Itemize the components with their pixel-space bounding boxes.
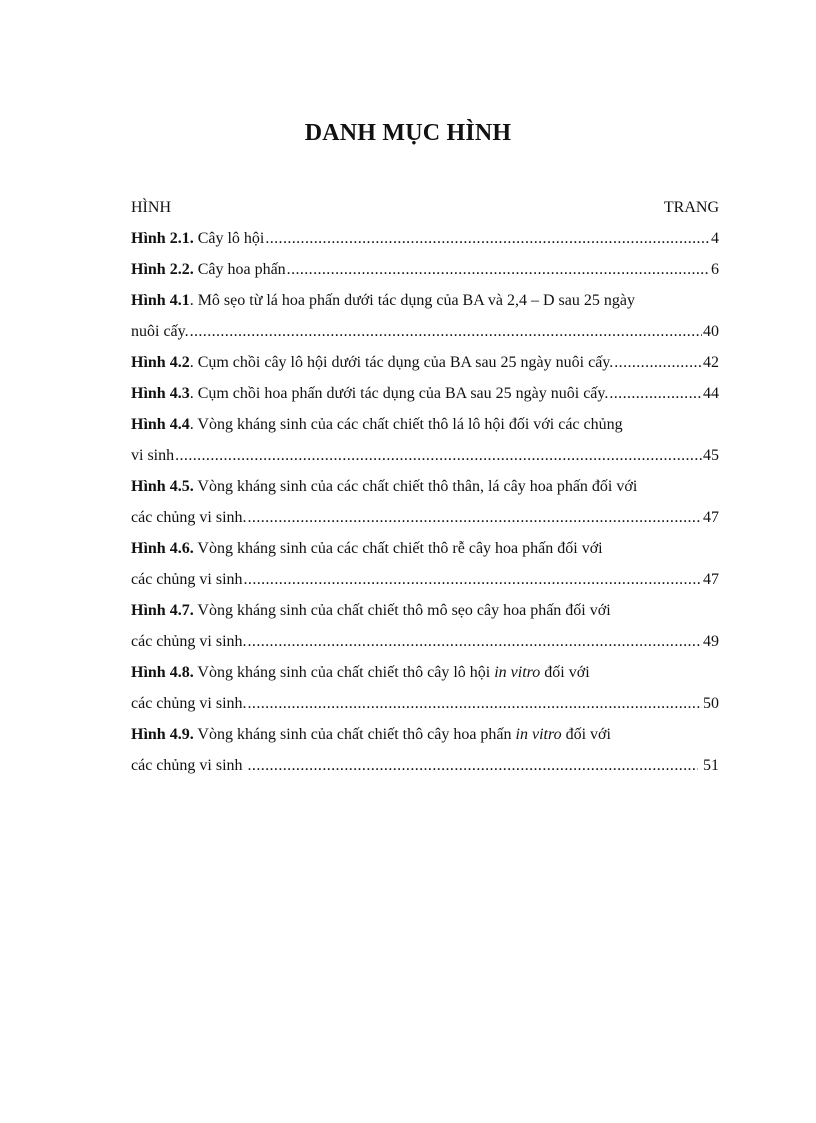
dot-leader <box>248 630 702 654</box>
figure-caption: Vòng kháng sinh của các chất chiết thô rễ cây hoa phấn đối với <box>193 540 603 557</box>
page-number: 49 <box>703 633 719 650</box>
dot-leader <box>609 382 702 406</box>
figure-number: Hình 4.8. <box>131 664 194 681</box>
dot-leader <box>175 444 702 468</box>
list-header <box>131 196 719 227</box>
list-item[interactable] <box>131 351 719 382</box>
page-number: 6 <box>711 261 719 278</box>
list-item[interactable] <box>131 413 719 475</box>
dot-leader <box>248 692 702 716</box>
dot-leader <box>248 506 702 530</box>
figure-caption-cont: các chủng vi sinh. <box>131 695 247 712</box>
figure-caption: . Cụm chồi cây lô hội dưới tác dụng của BA sau 25 ngày nuôi cấy. <box>189 354 614 371</box>
figure-caption: Vòng kháng sinh của chất chiết thô cây hoa phấn <box>193 726 516 743</box>
list-item[interactable] <box>131 537 719 599</box>
figure-number: Hình 2.2. <box>131 261 194 278</box>
figure-caption: . Vòng kháng sinh của các chất chiết thô lá lô hội đối với các chủng <box>189 416 623 433</box>
figure-caption-tail: đối với <box>561 726 611 743</box>
figure-number: Hình 4.2 <box>131 354 190 371</box>
figure-caption-cont: các chủng vi sinh <box>131 757 247 774</box>
figure-caption-italic: in vitro <box>494 664 541 681</box>
page-number: 44 <box>703 385 719 402</box>
figure-caption-italic: in vitro <box>515 726 562 743</box>
dot-leader <box>287 258 710 282</box>
figure-caption-cont: các chủng vi sinh. <box>131 509 247 526</box>
figure-caption-cont: các chủng vi sinh. <box>131 633 247 650</box>
figure-caption: Vòng kháng sinh của chất chiết thô cây lô hội <box>193 664 495 681</box>
page-number: 4 <box>711 230 719 247</box>
list-item[interactable] <box>131 382 719 413</box>
figure-caption-cont: vi sinh <box>131 447 175 464</box>
list-item[interactable] <box>131 661 719 723</box>
figure-number: Hình 4.3 <box>131 385 190 402</box>
figure-number: Hình 4.9. <box>131 726 194 743</box>
figure-caption-tail: đối với <box>540 664 590 681</box>
figure-caption: Cây lô hội <box>193 230 265 247</box>
figure-number: Hình 4.4 <box>131 416 190 433</box>
figure-number: Hình 2.1. <box>131 230 194 247</box>
list-item[interactable] <box>131 723 719 785</box>
page-title: DANH MỤC HÌNH <box>304 120 512 146</box>
list-item[interactable] <box>131 289 719 351</box>
dot-leader <box>614 351 702 375</box>
figure-caption-cont: nuôi cấy. <box>131 323 189 340</box>
figure-caption: Vòng kháng sinh của chất chiết thô mô sẹo cây hoa phấn đối với <box>193 602 611 619</box>
figure-caption: Vòng kháng sinh của các chất chiết thô thân, lá cây hoa phấn đối với <box>193 478 638 495</box>
page-number: 42 <box>703 354 719 371</box>
dot-leader <box>248 754 698 778</box>
figure-caption: . Cụm chồi hoa phấn dưới tác dụng của BA sau 25 ngày nuôi cấy. <box>189 385 609 402</box>
header-page-label: TRANG <box>663 199 719 216</box>
page-number: 51 <box>699 757 719 774</box>
figure-number: Hình 4.6. <box>131 540 194 557</box>
page-number: 47 <box>703 509 719 526</box>
figure-caption: . Mô sẹo từ lá hoa phấn dưới tác dụng của BA và 2,4 – D sau 25 ngày <box>189 292 635 309</box>
page-number: 50 <box>703 695 719 712</box>
page-number: 40 <box>703 323 719 340</box>
header-figure-label: HÌNH <box>131 199 171 216</box>
figure-caption-cont: các chủng vi sinh <box>131 571 243 588</box>
figure-number: Hình 4.1 <box>131 292 190 309</box>
figure-caption: Cây hoa phấn <box>193 261 286 278</box>
dot-leader <box>244 568 702 592</box>
page-number: 47 <box>703 571 719 588</box>
list-item[interactable] <box>131 599 719 661</box>
list-item[interactable] <box>131 227 719 258</box>
figure-number: Hình 4.5. <box>131 478 194 495</box>
dot-leader <box>265 227 710 251</box>
figure-number: Hình 4.7. <box>131 602 194 619</box>
list-item[interactable] <box>131 258 719 289</box>
page-number: 45 <box>703 447 719 464</box>
figure-list <box>131 196 719 785</box>
list-item[interactable] <box>131 475 719 537</box>
dot-leader <box>190 320 702 344</box>
